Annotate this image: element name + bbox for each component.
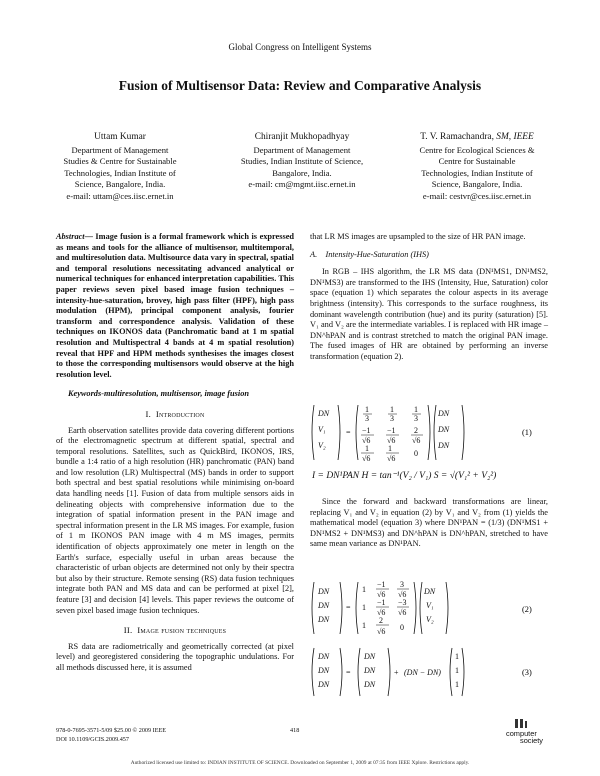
svg-text:1: 1 <box>365 405 369 414</box>
author-block-3 <box>392 132 562 203</box>
ihs-paragraph: In RGB – IHS algorithm, the LR MS data (DN¹MS1, DN¹MS2, DN¹MS3) are transformed to the IHS (Intensity, Hue, Saturation) color space (equation 1) which separates the colour aspects in its average brightness (intensity). This corresponds to the surface roughness, its dominant wavelength contribution (hue) and its purity (saturation) [5]. V₁ and V₂ are the intermediate variables. I is replaced with HR image – DN^hPAN and is contrast stretched to match the original PAN image. The fused images of HR are obtained by performing an inverse transformation (equation 2). <box>310 267 548 361</box>
author-name: Chiranjit Mukhopadhyay <box>254 132 350 142</box>
svg-text:DN: DN <box>318 652 330 661</box>
equation-1-line2: I = DN¹PAN H = tan⁻¹(V₂ / V₁) S = √(V₁² + V₂²) <box>312 471 497 481</box>
svg-text:1: 1 <box>455 652 459 661</box>
svg-text:DN: DN <box>438 441 450 450</box>
ihs-paragraph-2: Since the forward and backward transformations are linear, replacing V₁ and V₂ in equation (2) by V₁ and V₂ from (1) yields the mathematical model (equation 3) where DN¹PAN = (1/3) (DN¹MS1 + DN¹MS2 + DN¹MS3) and DN^hPAN is DN^hPAN, stretched to have same mean variance as DN¹PAN. <box>310 497 548 549</box>
section-number: II. <box>123 625 133 636</box>
svg-text:V₁: V₁ <box>426 601 434 610</box>
svg-text:V₁: V₁ <box>318 425 326 434</box>
section-heading-fusion-techniques <box>56 625 294 636</box>
svg-text:0: 0 <box>400 623 404 632</box>
svg-text:1: 1 <box>362 585 366 594</box>
left-column <box>56 232 294 674</box>
svg-text:=: = <box>346 603 351 612</box>
svg-text:+: + <box>394 668 399 677</box>
svg-text:DN: DN <box>424 587 436 596</box>
author-affiliation-line: Science, Bangalore, India. <box>74 179 166 190</box>
right-column-lower <box>310 497 548 550</box>
svg-text:−1: −1 <box>377 580 386 589</box>
author-affiliation-line: Technologies, Indian Institute of <box>64 167 176 178</box>
svg-text:DN: DN <box>364 666 376 675</box>
svg-text:1: 1 <box>362 621 366 630</box>
svg-text:3: 3 <box>365 414 369 423</box>
svg-text:=: = <box>346 428 351 437</box>
svg-text:1: 1 <box>388 444 392 453</box>
svg-text:1: 1 <box>365 444 369 453</box>
keywords <box>56 389 294 400</box>
svg-text:√6: √6 <box>387 436 396 445</box>
svg-text:√6: √6 <box>398 590 407 599</box>
author-email[interactable]: e-mail: uttam@ces.iisc.ernet.in <box>66 190 174 201</box>
svg-text:1: 1 <box>455 680 459 689</box>
svg-text:3: 3 <box>400 580 404 589</box>
continued-paragraph: that LR MS images are upsampled to the size of HR PAN image. <box>310 232 526 241</box>
svg-text:DN: DN <box>318 587 330 596</box>
subsection-label: A. <box>310 249 318 259</box>
svg-text:√6: √6 <box>398 608 407 617</box>
author-block-2 <box>222 132 382 191</box>
svg-text:DN: DN <box>318 409 330 418</box>
equation-1-matrix <box>310 402 550 464</box>
right-column <box>310 232 548 363</box>
license-notice: Authorized licensed use limited to: INDIAN INSTITUTE OF SCIENCE. Downloaded on September 1, 2009 at 07:35 from IEEE Xplore. Restrictions apply. <box>130 760 470 766</box>
svg-text:2: 2 <box>379 616 383 625</box>
svg-text:√6: √6 <box>362 436 371 445</box>
svg-text:1: 1 <box>414 405 418 414</box>
svg-text:−3: −3 <box>398 598 407 607</box>
author-name: Uttam Kumar <box>94 132 146 142</box>
logo-line-2: society <box>520 736 544 745</box>
svg-text:V₂: V₂ <box>318 441 326 450</box>
abstract <box>56 232 294 380</box>
abstract-label: Abstract <box>56 232 85 241</box>
author-affiliation-line: Bangalore, India. <box>272 167 332 178</box>
author-block-1 <box>45 132 195 203</box>
svg-text:√6: √6 <box>387 454 396 463</box>
svg-text:DN: DN <box>318 601 330 610</box>
author-affiliation-line: Department of Management <box>71 144 169 155</box>
author-affiliation-line: Studies, Indian Institute of Science, <box>240 156 364 167</box>
equation-1-number: (1) <box>522 428 532 437</box>
subsection-heading-ihs <box>310 250 548 261</box>
author-email[interactable]: e-mail: cestvr@ces.iisc.ernet.in <box>422 190 532 201</box>
equation-3-number: (3) <box>522 668 532 677</box>
svg-text:−1: −1 <box>387 426 396 435</box>
page-number: 418 <box>290 727 300 734</box>
equation-2-number: (2) <box>522 605 532 614</box>
subsection-title: Intensity-Hue-Saturation (IHS) <box>325 249 429 259</box>
intro-paragraph: Earth observation satellites provide data covering different portions of the electromagnetic spectrum at different spatial, spectral and temporal resolutions. Satellites, such as QuickBird, IKONOS, IRS, bundle a 1:4 ratio of a high resolution (HR) panchromatic (PAN) band and low resolution (LR) Multispectral (MS) bands in order to support both spectral and best spatial resolutions while minimising on-board data handling needs [1]. Fusion of data from multiple sensors aids in delineating objects with comprehensive information due to the integration of spatial information present in the PAN image and spectral information present in the LR MS images. For example, fusion of 1 m IKONOS PAN image with 4 m MS images, permits identification of objects approximately one meter in length on the Earth's surface, especially useful in urban areas because the characteristic of urban objects are determined not only by their spectra but also by their structure. Remote sensing (RS) data fusion techniques integrate both PAN and MS data and can be performed at pixel [2], feature [3] and decision [4] levels. This paper reviews the outcome of seven pixel based image fusion techniques. <box>56 425 294 615</box>
svg-text:DN: DN <box>364 680 376 689</box>
conference-header: Global Congress on Intelligent Systems <box>228 42 372 52</box>
section-title: Image fusion techniques <box>137 625 227 636</box>
author-email[interactable]: e-mail: cm@mgmt.iisc.ernet.in <box>248 179 356 190</box>
keywords-text: multiresolution, multisensor, image fusion <box>103 389 249 399</box>
author-affiliation-line: Studies & Centre for Sustainable <box>63 156 177 167</box>
svg-text:(DN − DN): (DN − DN) <box>404 668 441 677</box>
author-affiliation-line: Department of Management <box>253 144 351 155</box>
abstract-text: — Image fusion is a formal framework which is expressed as means and tools for the alliance of multisensor, multitemporal, and multiresolution data. Multisource data vary in spectral, spatial and temporal resolutions necessitating advanced analytical or numerical techniques for enhanced interpretation capabilities. This paper reviews seven pixel based image fusion techniques – intensity-hue-saturation, brovey, high pass filter (HPF), high pass modulation (HPM), principal component analysis, fourier transform and correspondence analysis. Validation of these techniques on IKONOS data (Panchromatic band at 1 m spatial resolution and Multispectral 4 bands at 4 m spatial resolution) reveal that HPF and HPM methods synthesises the images closest to those the corresponding multisensors would observe at the high resolution level. <box>56 232 294 379</box>
svg-text:1: 1 <box>390 405 394 414</box>
author-name-line <box>392 132 562 144</box>
author-name-suffix: SM, IEEE <box>496 132 534 142</box>
section-heading-introduction <box>56 409 294 420</box>
svg-text:3: 3 <box>390 414 394 423</box>
section2-paragraph: RS data are radiometrically and geometrically corrected (at pixel level) and georegistered considering the topographic undulations. For all methods discussed here, it is assumed <box>56 641 294 672</box>
equation-2-matrix <box>310 578 550 640</box>
logo-line-1: computer <box>506 729 537 738</box>
svg-text:DN: DN <box>318 666 330 675</box>
author-affiliation-line: Technologies, Indian Institute of <box>421 167 533 178</box>
author-affiliation-line: Science, Bangalore, India. <box>431 179 523 190</box>
svg-text:V₂: V₂ <box>426 615 434 624</box>
svg-text:√6: √6 <box>377 627 386 636</box>
svg-text:√6: √6 <box>377 608 386 617</box>
svg-text:1: 1 <box>455 666 459 675</box>
svg-text:√6: √6 <box>412 436 421 445</box>
svg-text:2: 2 <box>414 426 418 435</box>
svg-text:DN: DN <box>364 652 376 661</box>
paper-title: Fusion of Multisensor Data: Review and Comparative Analysis <box>118 78 482 93</box>
svg-text:DN: DN <box>438 409 450 418</box>
author-affiliation-line: Centre for Sustainable <box>438 156 516 167</box>
section-title: Introduction <box>155 408 205 419</box>
author-name: T. V. Ramachandra, <box>420 132 494 142</box>
svg-text:1: 1 <box>362 603 366 612</box>
svg-text:−1: −1 <box>362 426 371 435</box>
section-number: I. <box>145 408 152 419</box>
svg-text:√6: √6 <box>362 454 371 463</box>
svg-text:3: 3 <box>414 414 418 423</box>
svg-text:DN: DN <box>438 425 450 434</box>
svg-text:0: 0 <box>414 449 418 458</box>
svg-text:√6: √6 <box>377 590 386 599</box>
author-affiliation-line: Centre for Ecological Sciences & <box>419 144 535 155</box>
svg-text:DN: DN <box>318 680 330 689</box>
equation-3-matrix <box>310 644 550 702</box>
footer-isbn: 978-0-7695-3571-5/09 $25.00 © 2009 IEEE <box>56 727 167 734</box>
svg-text:=: = <box>346 668 351 677</box>
keywords-label: Keywords- <box>68 389 104 399</box>
svg-text:−1: −1 <box>377 598 386 607</box>
svg-text:DN: DN <box>318 615 330 624</box>
footer-doi: DOI 10.1109/GCIS.2009.457 <box>56 736 129 743</box>
